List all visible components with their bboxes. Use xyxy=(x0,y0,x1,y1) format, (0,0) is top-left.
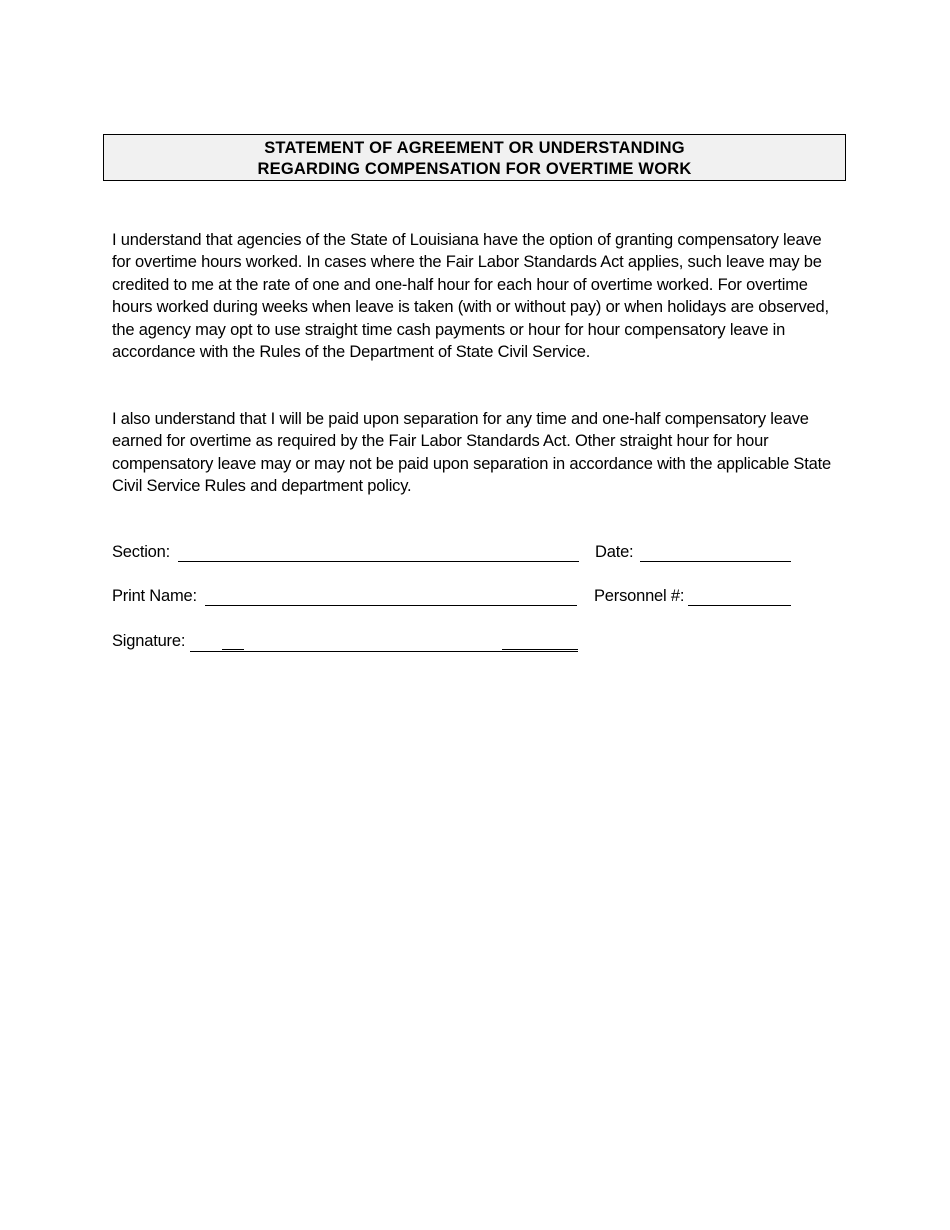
document-title-box xyxy=(103,134,846,181)
title-line-2: REGARDING COMPENSATION FOR OVERTIME WORK xyxy=(257,160,692,178)
print-name-field[interactable] xyxy=(205,605,577,606)
section-label: Section: xyxy=(112,543,171,561)
signature-field[interactable] xyxy=(190,651,578,652)
title-line-1: STATEMENT OF AGREEMENT OR UNDERSTANDING xyxy=(264,139,685,157)
date-label: Date: xyxy=(595,543,634,561)
section-field[interactable] xyxy=(178,561,579,562)
signature-label: Signature: xyxy=(112,632,186,650)
signature-line-mark-left xyxy=(222,649,244,650)
paragraph-separation-pay: I also understand that I will be paid upon separation for any time and one-half compensatory leave earned for overtime as required by the Fair Labor Standards Act. Other straight hour for hour compensatory leave may or may not be paid upon separation in accordance with the applicable State Civil Service Rules and department policy. xyxy=(112,410,831,496)
personnel-number-field[interactable] xyxy=(688,605,791,606)
paragraph-compensatory-leave: I understand that agencies of the State of Louisiana have the option of granting compensatory leave for overtime hours worked. In cases where the Fair Labor Standards Act applies, such leave may be credited to me at the rate of one and one-half hour for each hour of overtime worked. For overtime hours worked during weeks when leave is taken (with or without pay) or when holidays are observed, the agency may opt to use straight time cash payments or hour for hour compensatory leave in accordance with the Rules of the Department of State Civil Service. xyxy=(112,231,829,362)
date-field[interactable] xyxy=(640,561,791,562)
signature-line-mark-right xyxy=(502,649,578,650)
print-name-label: Print Name: xyxy=(112,587,197,605)
personnel-number-label: Personnel #: xyxy=(594,587,685,605)
